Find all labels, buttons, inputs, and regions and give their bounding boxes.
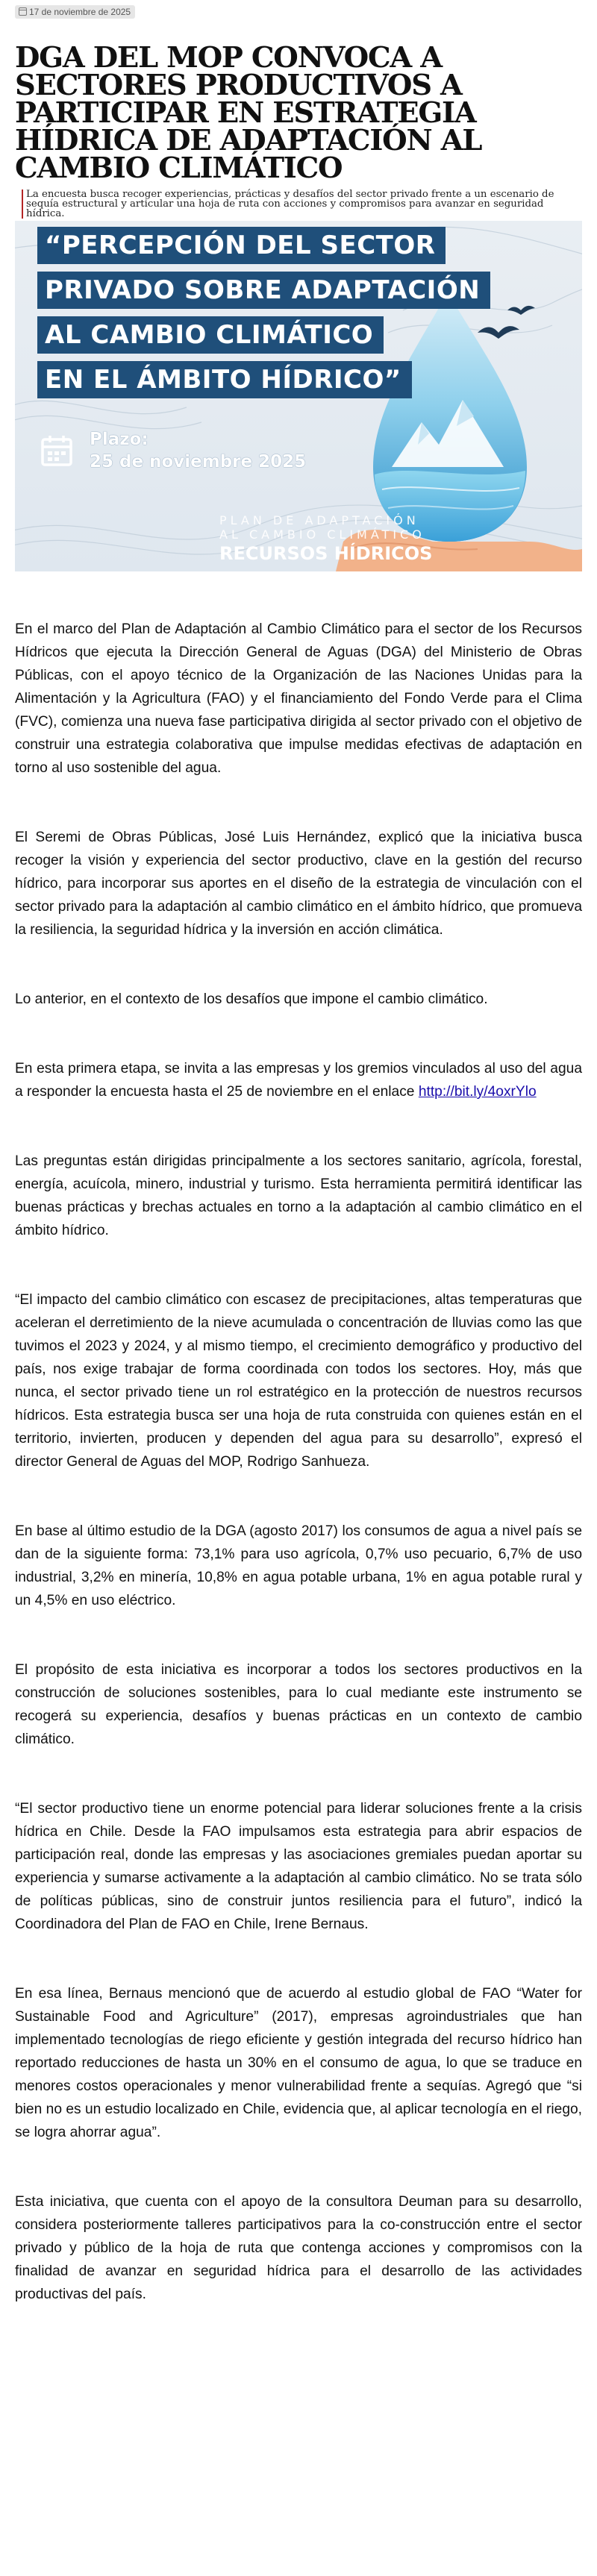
banner-quote-line-4: EN EL ÁMBITO HÍDRICO” (37, 361, 412, 398)
publish-date: 17 de noviembre de 2025 (29, 7, 131, 17)
paragraph-2: El Seremi de Obras Públicas, José Luis Hernández, explicó que la iniciativa busca recoger la visión y experiencia del sector productivo, clave en la gestión del recurso hídrico, para incorporar sus aportes en el diseño de la estrategia de vinculación con el sector privado para la adaptación al cambio climático en el ámbito hídrico, que promueva la resiliencia, la seguridad hídrica y la inversión en acción climática. (15, 830, 582, 938)
banner-quote-line-2: PRIVADO SOBRE ADAPTACIÓN (37, 272, 490, 309)
article-body (15, 618, 582, 2306)
deadline-label: Plazo: (90, 430, 149, 449)
plan-kicker-line-1: PLAN DE ADAPTACIÓN (219, 513, 419, 527)
paragraph-6: “El impacto del cambio climático con escasez de precipitaciones, altas temperaturas que aceleran el derretimiento de la nieve acumulada o concentración de lluvias como las que tuvimos el 2023 y 2024, y al mismo tiempo, el crecimiento demográfico y productivo del país, nos exige trabajar de forma coordinada con todos los sectores. Hoy, más que nunca, el sector privado tiene un rol estratégico en la protección de nuestros recursos hídricos. Esta estrategia busca ser una hoja de ruta construida con quienes están en el territorio, invierten, producen y dependen del agua para su desarrollo”, expresó el director General de Aguas del MOP, Rodrigo Sanhueza. (15, 1292, 582, 1470)
paragraph-1: En el marco del Plan de Adaptación al Cambio Climático para el sector de los Recursos Hídricos que ejecuta la Dirección General de Aguas (DGA) del Ministerio de Obras Públicas, con el apoyo técnico de la Organización de las Naciones Unidas para la Alimentación y la Agricultura (FAO) y el financiamiento del Fondo Verde para el Clima (FVC), comienza una nueva fase participativa dirigida al sector privado con el objetivo de construir una estrategia colaborativa que impulse medidas efectivas de adaptación en torno al uso sostenible del agua. (15, 621, 582, 776)
paragraph-7: En base al último estudio de la DGA (agosto 2017) los consumos de agua a nivel país se dan de la siguiente forma: 73,1% para uso agrícola, 0,7% uso pecuario, 6,7% de uso industrial, 3,2% en minería, 10,8% en agua potable urbana, 1% en agua potable rural y un 4,5% en uso eléctrico. (15, 1523, 582, 1608)
banner-quote-line-3: AL CAMBIO CLIMÁTICO (37, 316, 384, 354)
deadline-date: 25 de noviembre 2025 (90, 452, 307, 471)
paragraph-11: Esta iniciativa, que cuenta con el apoyo de la consultora Deuman para su desarrollo, considera posteriormente talleres participativos para la co-construcción entre el sector privado y público de la hoja de ruta que contenga acciones y compromisos con la finalidad de avanzar en seguridad hídrica para el desarrollo de las actividades productivas del país. (15, 2194, 582, 2302)
paragraph-5: Las preguntas están dirigidas principalmente a los sectores sanitario, agrícola, forestal, energía, acuícola, minero, industrial y turismo. Esta herramienta permitirá identificar las buenas prácticas y brechas actuales en torno a la adaptación al cambio climático en el ámbito hídrico. (15, 1153, 582, 1238)
paragraph-8: El propósito de esta iniciativa es incorporar a todos los sectores productivos en la construcción de soluciones sostenibles, para lo cual mediante este instrumento se recogerá su experiencia, desafíos y buenas prácticas en un contexto de cambio climático. (15, 1662, 582, 1747)
birds-icon (478, 306, 535, 339)
plan-kicker (219, 513, 425, 542)
paragraph-4 (15, 1057, 582, 1103)
banner-image (15, 221, 582, 571)
date-badge (15, 5, 135, 19)
paragraph-3: Lo anterior, en el contexto de los desafíos que impone el cambio climático. (15, 991, 488, 1007)
banner-quote-line-1: “PERCEPCIÓN DEL SECTOR (37, 227, 446, 264)
plan-kicker-line-2: AL CAMBIO CLIMÁTICO (219, 527, 425, 542)
plan-name: RECURSOS HÍDRICOS (219, 543, 433, 564)
date-row (0, 0, 597, 22)
calendar-icon (40, 434, 73, 467)
article-lead: La encuesta busca recoger experiencias, prácticas y desafíos del sector privado frente a un escenario de sequía estructural y articular una hoja de ruta con acciones y compromisos para avanzar en seguridad hídrica. (22, 189, 582, 219)
calendar-icon (19, 7, 27, 16)
survey-link[interactable]: http://bit.ly/4oxrYlo (418, 1084, 537, 1100)
deadline-block (40, 428, 306, 473)
paragraph-10: En esa línea, Bernaus mencionó que de acuerdo al estudio global de FAO “Water for Sustainable Food and Agriculture” (2017), empresas agroindustriales que han implementado tecnologías de riego eficiente y gestión integrada del recurso hídrico han reportado reducciones de hasta un 30% en el consumo de agua, lo que se traduce en menores costos operacionales y menor vulnerabilidad frente a sequías. Agregó que “si bien no es un estudio localizado en Chile, evidencia que, al aplicar tecnología en el riego, se logra ahorrar agua”. (15, 1986, 582, 2140)
paragraph-4-text: En esta primera etapa, se invita a las empresas y los gremios vinculados al uso del agua a responder la encuesta hasta el 25 de noviembre en el enlace (15, 1061, 582, 1100)
paragraph-9: “El sector productivo tiene un enorme potencial para liderar soluciones frente a la crisis hídrica en Chile. Desde la FAO impulsamos esta estrategia para abrir espacios de participación real, donde las empresas y las asociaciones gremiales puedan aportar su experiencia y sumarse activamente a la adaptación al cambio climático. No se trata sólo de políticas públicas, sino de construir juntos resiliencia para el futuro”, indicó la Coordinadora del Plan de FAO en Chile, Irene Bernaus. (15, 1801, 582, 1932)
article-title: DGA DEL MOP CONVOCA A SECTORES PRODUCTIVOS A PARTICIPAR EN ESTRATEGIA HÍDRICA DE ADAPTACIÓN AL CAMBIO CLIMÁTICO (15, 41, 482, 185)
